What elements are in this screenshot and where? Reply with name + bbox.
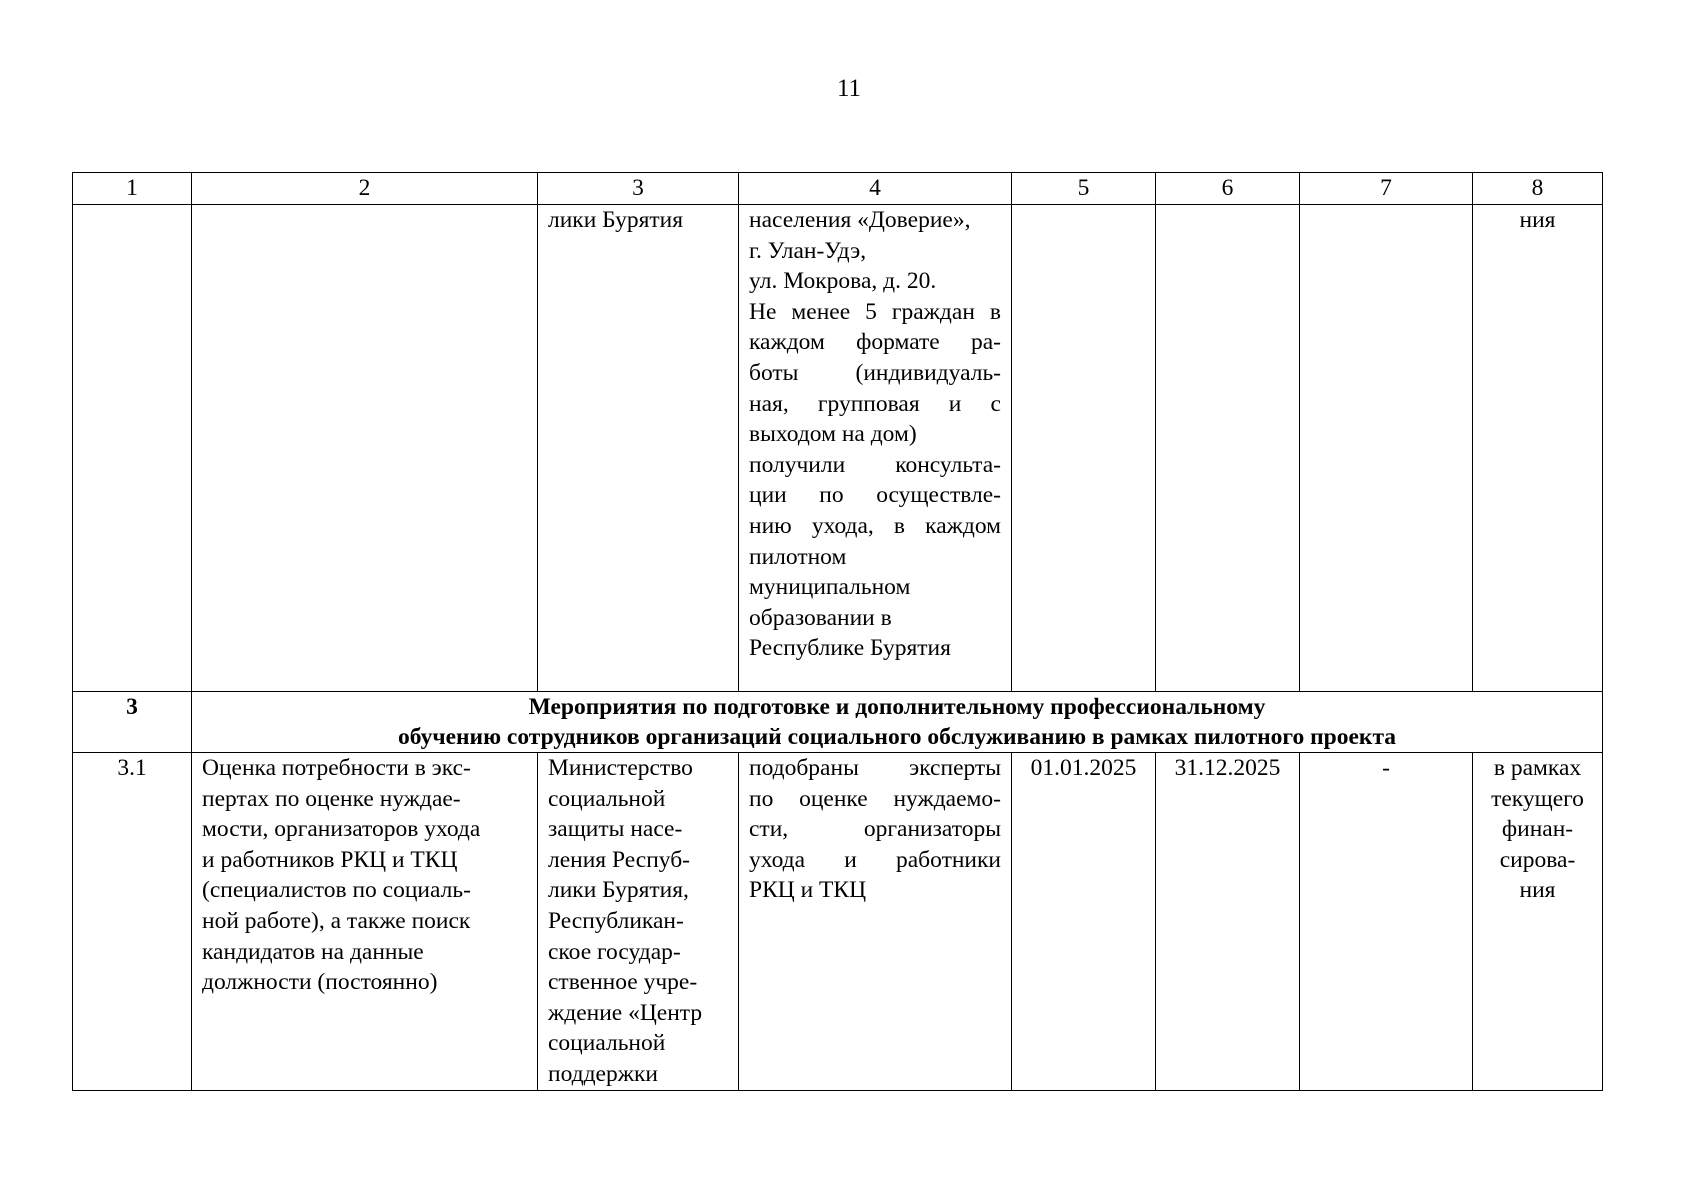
responsible-line: социальной <box>548 1030 666 1057</box>
responsible-text: лики Бурятия <box>548 207 684 233</box>
plan-table <box>72 172 1603 1091</box>
section-title <box>192 692 1603 753</box>
start-date: 01.01.2025 <box>1012 753 1156 1091</box>
section-title-line: обучению сотрудников организаций социального обслуживанию в рамках пилотного проекта <box>397 724 1397 750</box>
result-line: сти, организаторы <box>749 816 1001 843</box>
section-number: 3 <box>73 692 192 753</box>
result-line: г. Улан-Удэ, <box>749 237 867 264</box>
financing-line: в рамках <box>1493 755 1582 781</box>
column-number: 1 <box>73 173 192 205</box>
description-line: и работников РКЦ и ТКЦ <box>202 846 458 873</box>
result-cell <box>739 753 1012 1091</box>
financing-line: сирова- <box>1499 846 1576 873</box>
responsible-line: лики Бурятия, <box>548 877 689 904</box>
result-line: Не менее 5 граждан в <box>749 298 1001 325</box>
result-line: каждом формате ра- <box>749 329 1001 356</box>
financing-cell <box>1473 205 1603 692</box>
responsible-cell <box>538 753 739 1091</box>
cell-empty <box>1300 205 1473 692</box>
description-line: кандидатов на данные <box>202 938 424 965</box>
column-number: 6 <box>1156 173 1300 205</box>
result-line: боты (индивидуаль- <box>749 359 1001 386</box>
result-line: подобраны эксперты <box>749 755 1001 781</box>
responsible-line: ское государ- <box>548 938 681 965</box>
column-number: 4 <box>739 173 1012 205</box>
column-number: 5 <box>1012 173 1156 205</box>
result-line: ная, групповая и с <box>749 390 1001 417</box>
description-line: пертах по оценке нуждае- <box>202 785 461 812</box>
column-number: 2 <box>192 173 538 205</box>
responsible-line: поддержки <box>548 1060 658 1087</box>
result-cell <box>739 205 1012 692</box>
page-number: 11 <box>836 75 862 102</box>
financing-line: ния <box>1519 877 1556 904</box>
cell-empty <box>1012 205 1156 692</box>
result-line: ул. Мокрова, д. 20. <box>749 268 937 295</box>
column-number: 3 <box>538 173 739 205</box>
item-description-cell <box>192 753 538 1091</box>
financing-text: ния <box>1519 207 1556 233</box>
description-line: ной работе), а также поиск <box>202 907 471 934</box>
financing-line: финан- <box>1501 816 1574 843</box>
cell-empty <box>1156 205 1300 692</box>
column-number: 8 <box>1473 173 1603 205</box>
responsible-cell <box>538 205 739 692</box>
result-line: муниципальном <box>749 574 911 601</box>
result-line: нию ухода, в каждом <box>749 512 1001 539</box>
description-line: (специалистов по социаль- <box>202 877 471 904</box>
result-line: РКЦ и ТКЦ <box>749 877 867 904</box>
description-line: мости, организаторов ухода <box>202 816 481 843</box>
result-line: ции по осуществле- <box>749 482 1001 509</box>
financing-line: текущего <box>1491 785 1584 812</box>
description-line: Оценка потребности в экс- <box>202 755 471 781</box>
section-title-line: Мероприятия по подготовке и дополнительному профессиональному <box>528 694 1266 720</box>
responsible-line: ления Респуб- <box>548 846 690 873</box>
result-line: выходом на дом) <box>749 421 917 448</box>
item-number: 3.1 <box>73 753 192 1091</box>
result-line: населения «Доверие», <box>749 207 971 233</box>
end-date: 31.12.2025 <box>1156 753 1300 1091</box>
column-number: 7 <box>1300 173 1473 205</box>
result-line: образовании в <box>749 604 892 631</box>
cell-empty <box>192 205 538 692</box>
col7-value: - <box>1300 753 1473 1091</box>
result-line: по оценке нуждаемо- <box>749 785 1001 812</box>
responsible-line: защиты насе- <box>548 816 683 843</box>
item-row <box>73 753 1603 1091</box>
result-line: Республике Бурятия <box>749 635 951 662</box>
financing-cell <box>1473 753 1603 1091</box>
responsible-line: Министерство <box>548 755 693 781</box>
result-line: пилотном <box>749 543 847 570</box>
section-row <box>73 692 1603 753</box>
column-number-row <box>73 173 1603 205</box>
continuation-row <box>73 205 1603 692</box>
responsible-line: Республикан- <box>548 907 684 934</box>
description-line: должности (постоянно) <box>202 969 438 996</box>
result-line: ухода и работники <box>749 846 1001 873</box>
result-line: получили консульта- <box>749 451 1001 478</box>
cell-empty <box>73 205 192 692</box>
responsible-line: ждение «Центр <box>548 999 703 1026</box>
responsible-line: социальной <box>548 785 666 812</box>
responsible-line: ственное учре- <box>548 969 698 996</box>
